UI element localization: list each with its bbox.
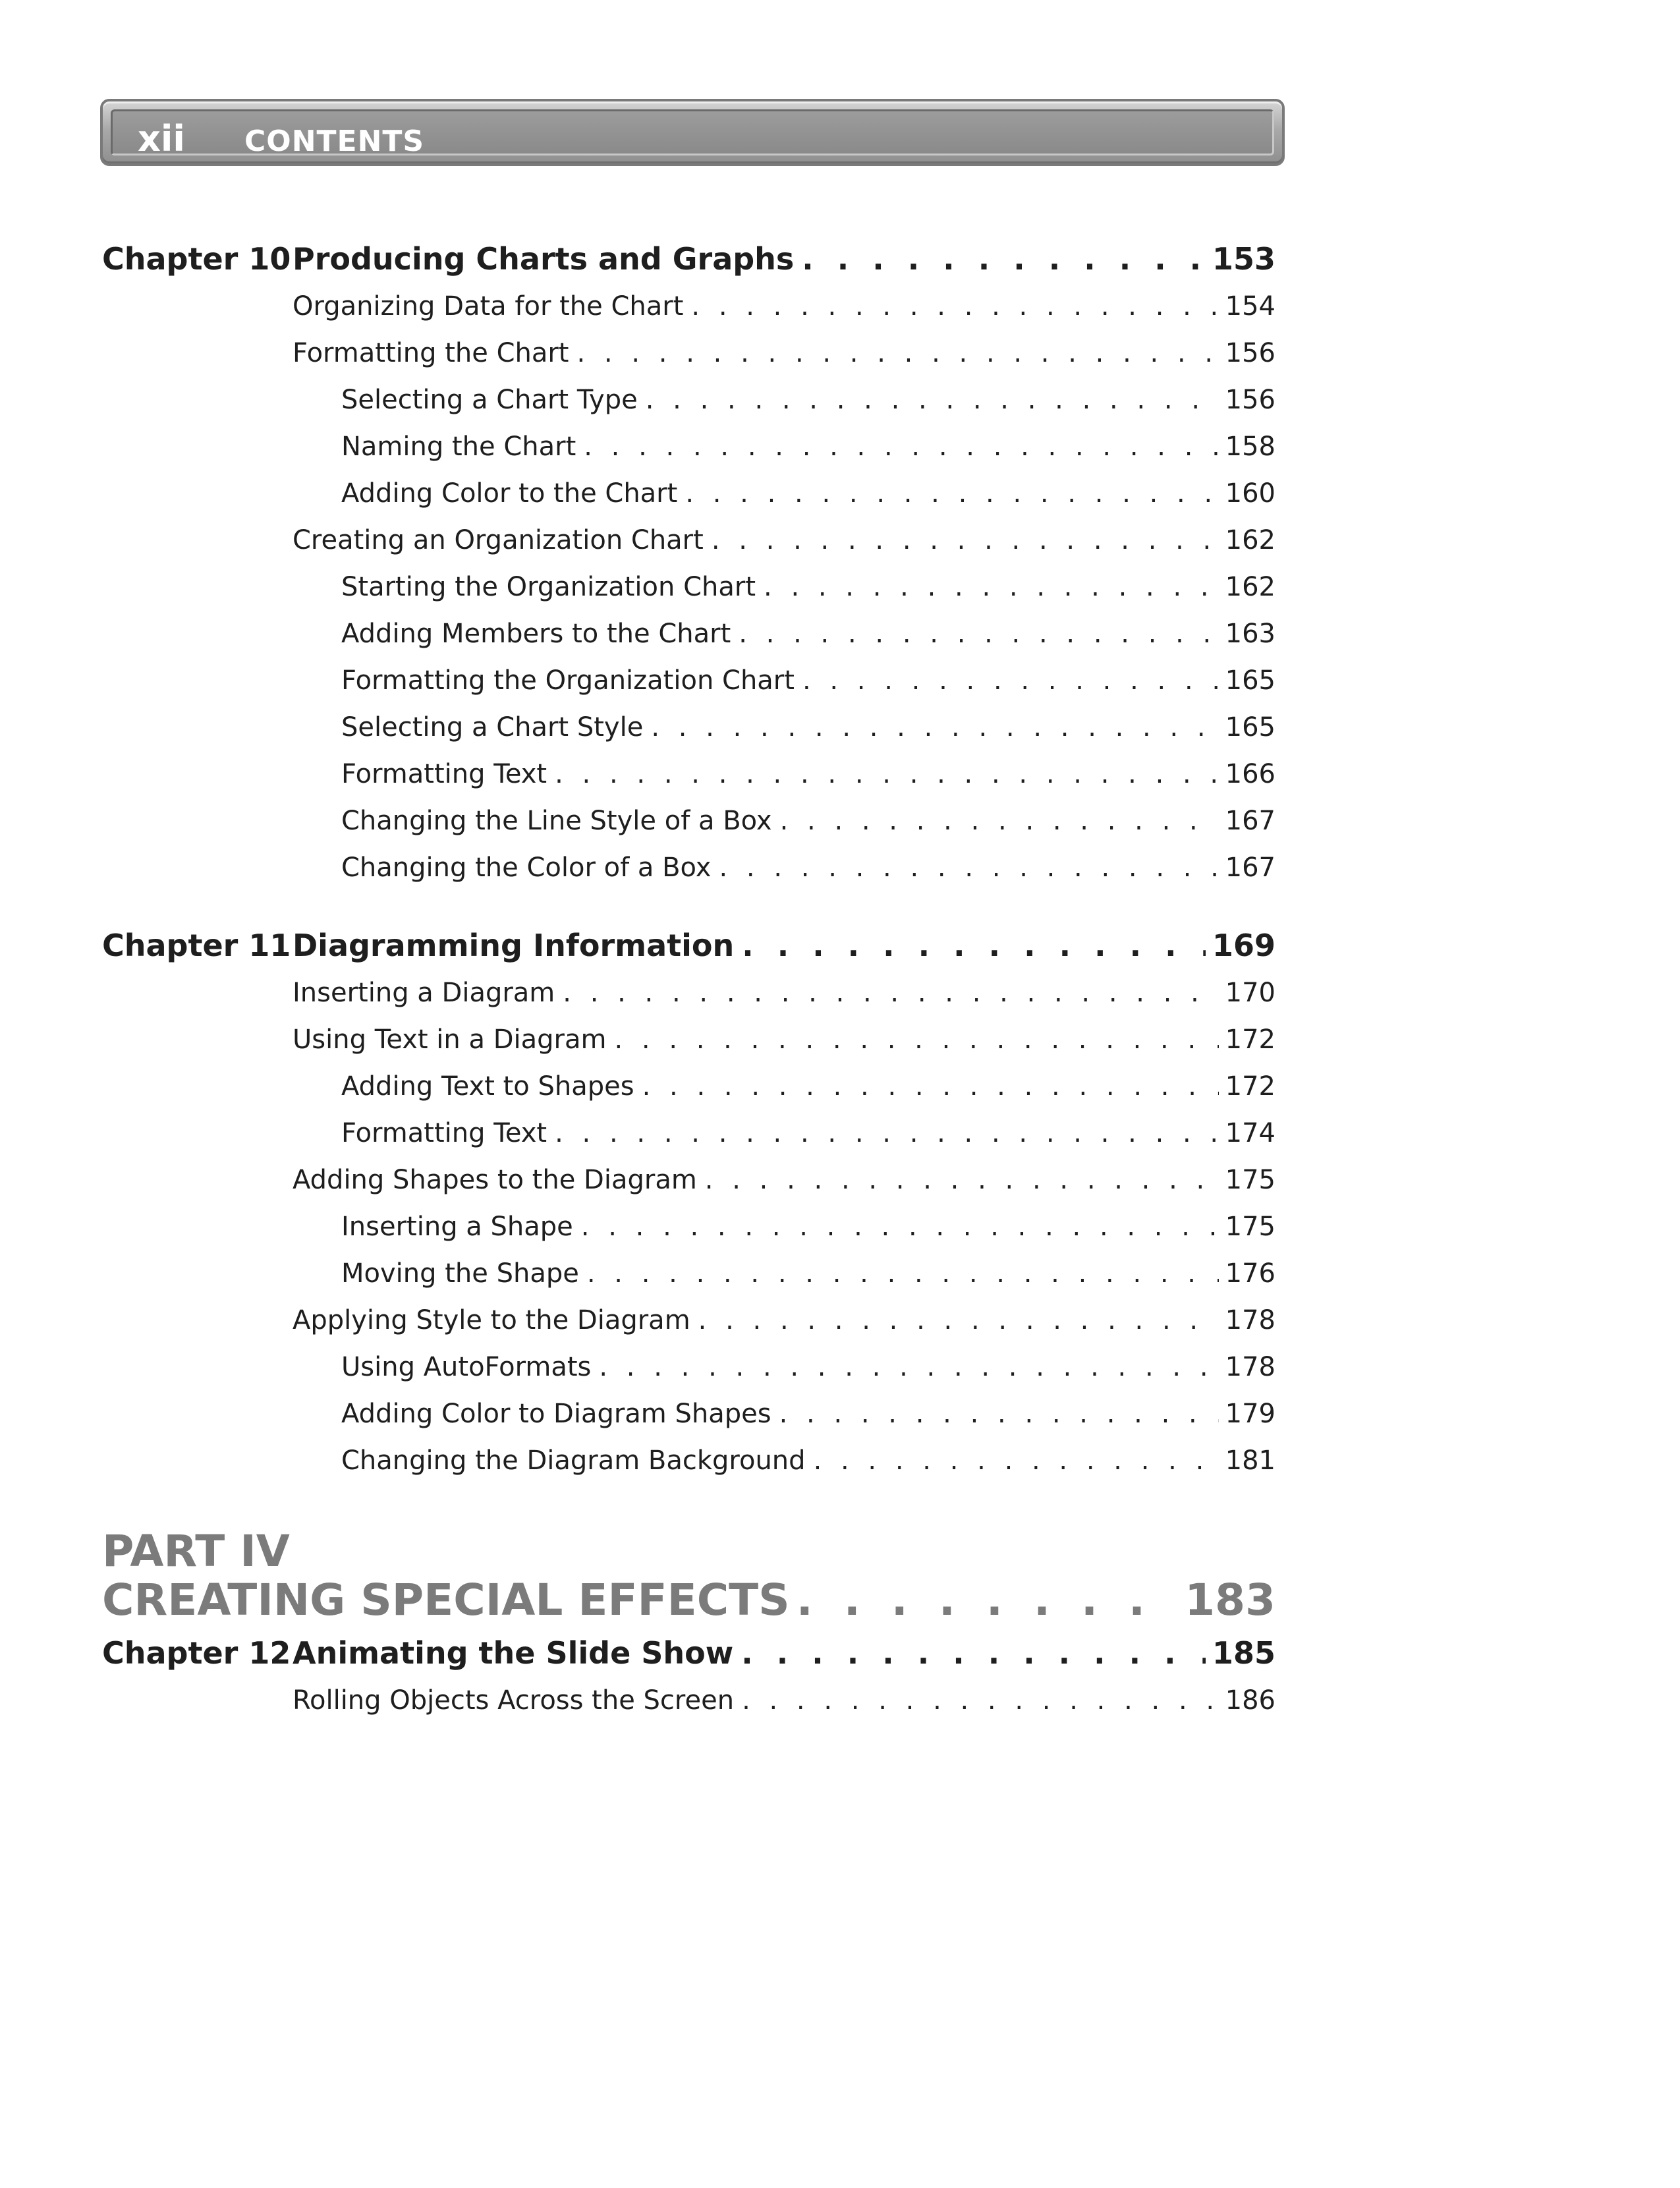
- entry-page: 163: [1225, 619, 1275, 649]
- entry-title: Inserting a Diagram: [293, 978, 555, 1008]
- chapter-page: 185: [1212, 1635, 1275, 1671]
- toc-entry[interactable]: [293, 291, 1275, 322]
- entry-title: Using Text in a Diagram: [293, 1024, 607, 1055]
- entry-title: Using AutoFormats: [341, 1352, 592, 1382]
- entry-page: 179: [1225, 1399, 1275, 1429]
- toc-entry[interactable]: [341, 1352, 1275, 1382]
- toc-entry[interactable]: [341, 759, 1275, 789]
- entry-title: Changing the Color of a Box: [341, 853, 712, 883]
- part-label: PART IV: [102, 1526, 290, 1577]
- dot-leader: [581, 1212, 1219, 1242]
- entry-title: Moving the Shape: [341, 1258, 579, 1289]
- entry-page: 181: [1225, 1445, 1275, 1476]
- toc-entry[interactable]: [341, 1118, 1275, 1148]
- chapter-title: Animating the Slide Show: [293, 1635, 734, 1671]
- entry-title: Starting the Organization Chart: [341, 572, 756, 602]
- entry-title: Naming the Chart: [341, 432, 576, 462]
- entry-page: 186: [1225, 1685, 1275, 1716]
- toc-entry[interactable]: [341, 385, 1275, 415]
- entry-title: Adding Color to the Chart: [341, 478, 678, 509]
- toc-entry[interactable]: [341, 712, 1275, 743]
- chapter-10-entry[interactable]: [293, 241, 1275, 277]
- entry-page: 176: [1225, 1258, 1275, 1289]
- dot-leader: [555, 1118, 1219, 1148]
- toc-entry[interactable]: [341, 619, 1275, 649]
- entry-page: 178: [1225, 1305, 1275, 1335]
- dot-leader: [555, 759, 1219, 789]
- chapter-page: 169: [1212, 928, 1275, 963]
- dot-leader: [712, 525, 1219, 555]
- toc-entry[interactable]: [341, 806, 1275, 836]
- entry-title: Changing the Diagram Background: [341, 1445, 806, 1476]
- dot-leader: [646, 385, 1219, 415]
- entry-title: Adding Shapes to the Diagram: [293, 1165, 697, 1195]
- toc-entry[interactable]: [341, 1071, 1275, 1102]
- entry-page: 174: [1225, 1118, 1275, 1148]
- chapter-12-label: Chapter 12: [102, 1635, 291, 1671]
- part-entry[interactable]: [102, 1576, 1275, 1625]
- entry-page: 154: [1225, 291, 1275, 322]
- dot-leader: [780, 806, 1219, 836]
- entry-page: 166: [1225, 759, 1275, 789]
- dot-leader: [599, 1352, 1218, 1382]
- dot-leader: [802, 665, 1219, 696]
- toc-entry[interactable]: [293, 1165, 1275, 1195]
- dot-leader: [741, 1635, 1206, 1671]
- part-page: 183: [1185, 1575, 1275, 1625]
- dot-leader: [614, 1024, 1218, 1055]
- header-title: CONTENTS: [244, 125, 425, 158]
- entry-page: 165: [1225, 665, 1275, 696]
- toc-entry[interactable]: [341, 1212, 1275, 1242]
- entry-title: Formatting the Organization Chart: [341, 665, 795, 696]
- header-page-number: xii: [138, 118, 185, 159]
- dot-leader: [802, 241, 1206, 277]
- chapter-12-entry[interactable]: [293, 1635, 1275, 1671]
- dot-leader: [742, 1685, 1219, 1716]
- chapter-11-entry[interactable]: [293, 928, 1275, 963]
- dot-leader: [642, 1071, 1219, 1102]
- entry-title: Formatting Text: [341, 1118, 547, 1148]
- entry-page: 175: [1225, 1212, 1275, 1242]
- dot-leader: [698, 1305, 1219, 1335]
- toc-entry[interactable]: [293, 978, 1275, 1008]
- entry-title: Applying Style to the Diagram: [293, 1305, 690, 1335]
- entry-page: 165: [1225, 712, 1275, 743]
- entry-page: 172: [1225, 1024, 1275, 1055]
- entry-page: 175: [1225, 1165, 1275, 1195]
- entry-page: 156: [1225, 338, 1275, 368]
- entry-title: Formatting the Chart: [293, 338, 569, 368]
- entry-title: Selecting a Chart Type: [341, 385, 638, 415]
- entry-page: 167: [1225, 853, 1275, 883]
- entry-page: 172: [1225, 1071, 1275, 1102]
- toc-entry[interactable]: [341, 478, 1275, 509]
- toc-entry[interactable]: [341, 853, 1275, 883]
- dot-leader: [685, 478, 1218, 509]
- entry-title: Adding Text to Shapes: [341, 1071, 634, 1102]
- entry-title: Inserting a Shape: [341, 1212, 573, 1242]
- dot-leader: [563, 978, 1218, 1008]
- chapter-page: 153: [1212, 241, 1275, 277]
- header-inner-panel: [111, 109, 1274, 159]
- dot-leader: [742, 928, 1206, 963]
- entry-page: 167: [1225, 806, 1275, 836]
- toc-entry[interactable]: [341, 432, 1275, 462]
- dot-leader: [797, 1576, 1179, 1625]
- toc-entry[interactable]: [341, 1258, 1275, 1289]
- toc-entry[interactable]: [293, 1685, 1275, 1716]
- entry-title: Formatting Text: [341, 759, 547, 789]
- toc-entry[interactable]: [293, 1024, 1275, 1055]
- entry-title: Adding Members to the Chart: [341, 619, 731, 649]
- entry-title: Rolling Objects Across the Screen: [293, 1685, 735, 1716]
- chapter-title: Diagramming Information: [293, 928, 735, 963]
- chapter-title: Producing Charts and Graphs: [293, 241, 795, 277]
- toc-entry[interactable]: [293, 338, 1275, 368]
- chapter-11-label: Chapter 11: [102, 928, 291, 963]
- chapter-10-label: Chapter 10: [102, 241, 291, 277]
- entry-page: 178: [1225, 1352, 1275, 1382]
- toc-entry[interactable]: [341, 572, 1275, 602]
- dot-leader: [584, 432, 1218, 462]
- entry-page: 158: [1225, 432, 1275, 462]
- entry-title: Organizing Data for the Chart: [293, 291, 684, 322]
- entry-page: 156: [1225, 385, 1275, 415]
- toc-entry[interactable]: [293, 525, 1275, 555]
- dot-leader: [719, 853, 1218, 883]
- toc-entry[interactable]: [341, 665, 1275, 696]
- dot-leader: [739, 619, 1218, 649]
- dot-leader: [705, 1165, 1219, 1195]
- entry-page: 162: [1225, 572, 1275, 602]
- entry-page: 160: [1225, 478, 1275, 509]
- entry-page: 162: [1225, 525, 1275, 555]
- toc-entry[interactable]: [293, 1305, 1275, 1335]
- part-title: CREATING SPECIAL EFFECTS: [102, 1575, 790, 1625]
- entry-title: Creating an Organization Chart: [293, 525, 704, 555]
- dot-leader: [651, 712, 1218, 743]
- toc-entry[interactable]: [341, 1399, 1275, 1429]
- dot-leader: [814, 1445, 1219, 1476]
- dot-leader: [691, 291, 1218, 322]
- entry-title: Adding Color to Diagram Shapes: [341, 1399, 771, 1429]
- toc-entry[interactable]: [341, 1445, 1275, 1476]
- running-header: [100, 99, 1285, 166]
- dot-leader: [764, 572, 1219, 602]
- entry-title: Changing the Line Style of a Box: [341, 806, 772, 836]
- dot-leader: [587, 1258, 1219, 1289]
- dot-leader: [779, 1399, 1219, 1429]
- entry-page: 170: [1225, 978, 1275, 1008]
- dot-leader: [577, 338, 1219, 368]
- entry-title: Selecting a Chart Style: [341, 712, 644, 743]
